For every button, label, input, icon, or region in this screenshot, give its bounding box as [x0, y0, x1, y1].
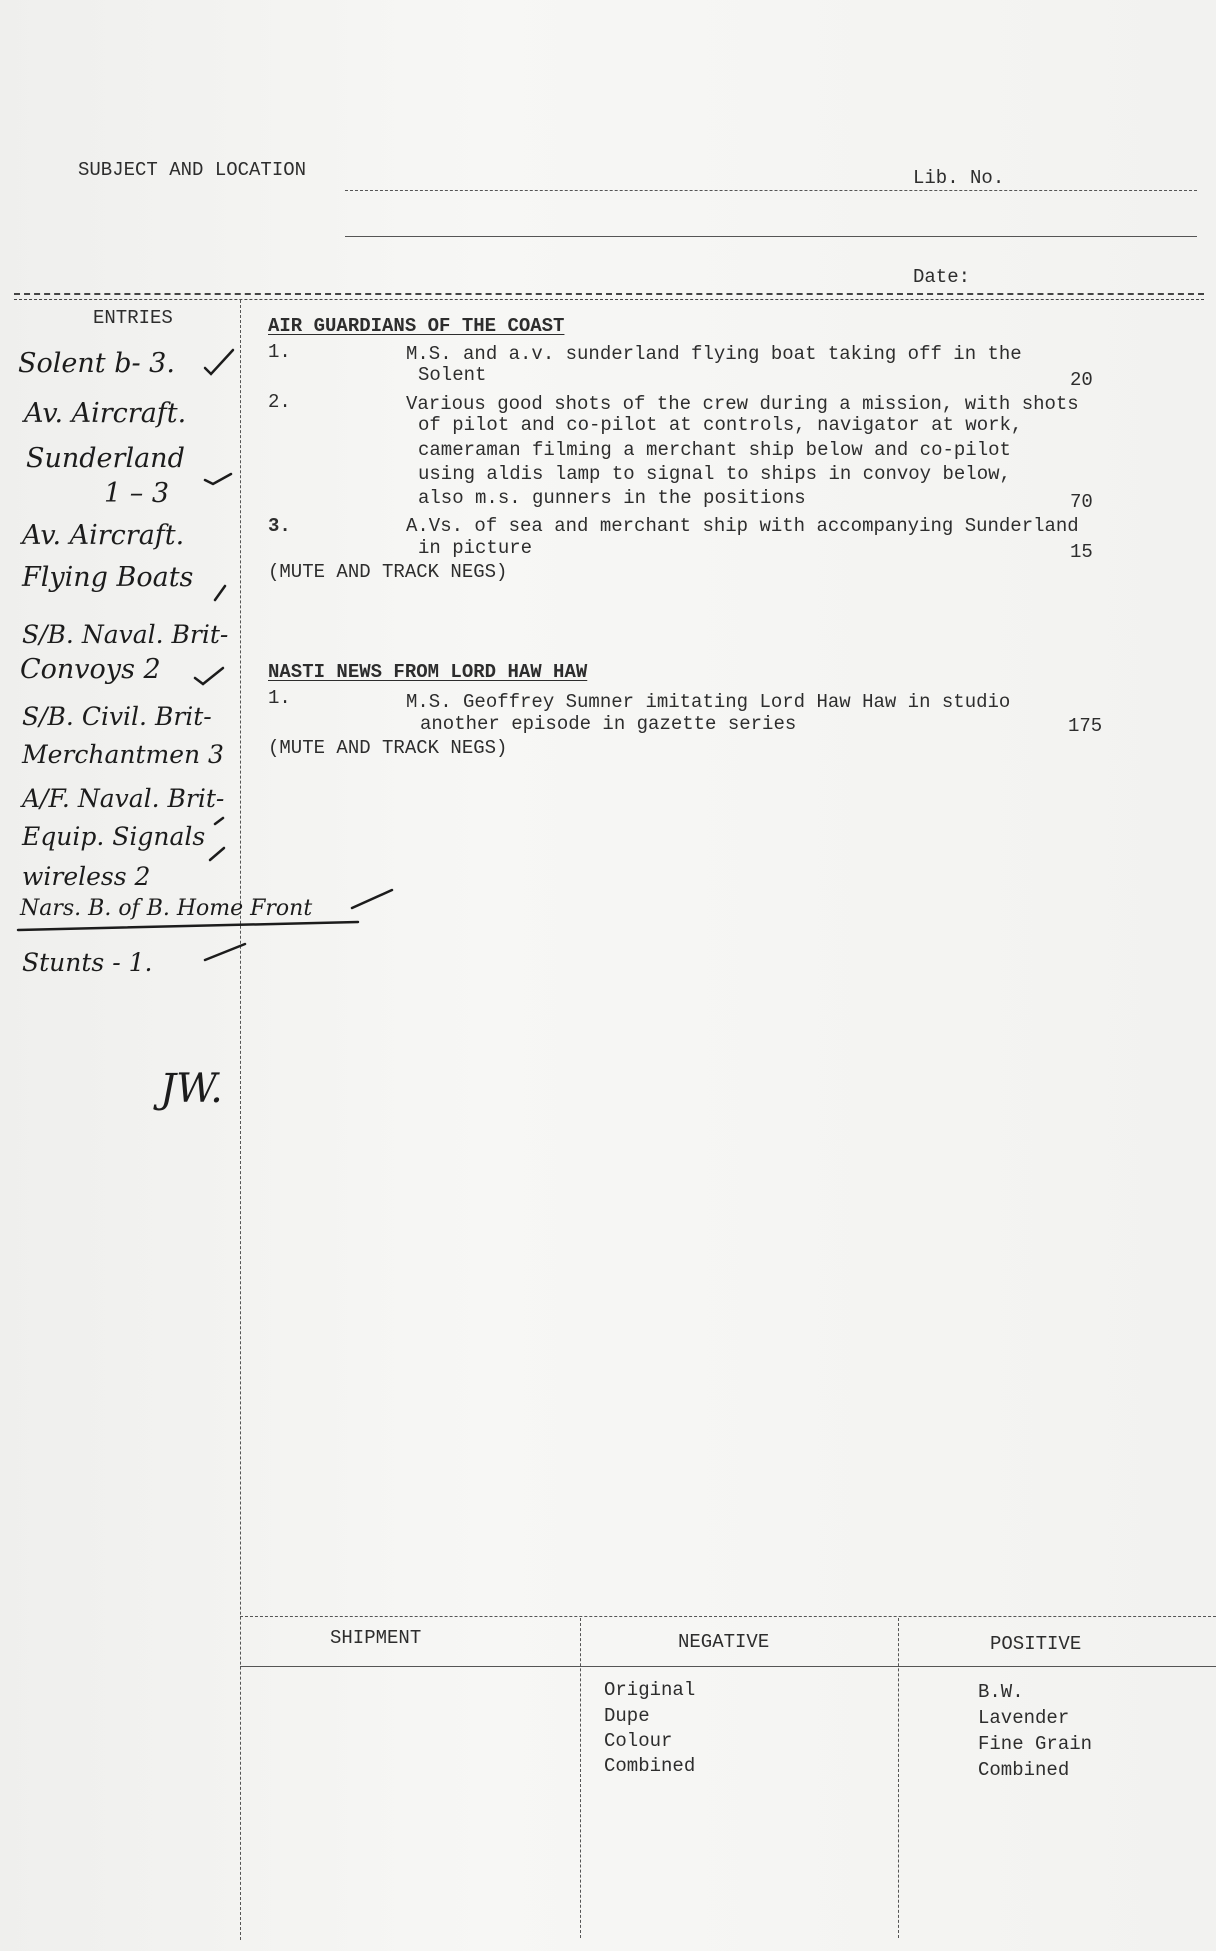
section-note: (MUTE AND TRACK NEGS)	[268, 737, 508, 759]
handwritten-entry: Merchantmen 3	[22, 740, 224, 769]
section-title: AIR GUARDIANS OF THE COAST	[268, 315, 565, 337]
tick-icon	[18, 922, 358, 930]
item-line: of pilot and co-pilot at controls, navigator at work,	[418, 414, 1023, 436]
footer-top-line	[240, 1616, 1216, 1617]
item-line: using aldis lamp to signal to ships in convoy below,	[418, 463, 1011, 485]
handwritten-entry: S/B. Naval. Brit-	[22, 620, 229, 649]
item-line: cameraman filming a merchant ship below and co-pilot	[418, 439, 1011, 461]
footer-divider-1	[580, 1618, 581, 1938]
handwritten-entry: Flying Boats	[22, 562, 194, 593]
tick-icon	[205, 944, 245, 960]
item-line: Solent	[418, 364, 487, 386]
handwritten-entry: Nars. B. of B. Home Front	[20, 896, 313, 921]
positive-label: POSITIVE	[990, 1633, 1082, 1655]
item-line: A.Vs. of sea and merchant ship with accompanying Sunderland	[406, 515, 1079, 537]
item-footage: 175	[1068, 715, 1103, 737]
item-footage: 70	[1070, 491, 1093, 513]
handwritten-entry: wireless 2	[22, 862, 151, 891]
item-number: 3.	[268, 515, 291, 537]
tick-icon	[215, 818, 223, 824]
handwritten-entry: A/F. Naval. Brit-	[22, 784, 225, 813]
tick-marks	[0, 0, 400, 1000]
handwritten-entry: 1 – 3	[104, 478, 170, 509]
positive-option: B.W.	[978, 1681, 1024, 1703]
item-line: in picture	[418, 537, 533, 559]
entries-label: ENTRIES	[93, 307, 173, 329]
subject-line-1	[345, 190, 1197, 191]
positive-option: Fine Grain	[978, 1733, 1093, 1755]
tick-icon	[210, 848, 224, 860]
handwritten-entry: Equip. Signals	[22, 822, 206, 851]
positive-option: Combined	[978, 1759, 1070, 1781]
negative-label: NEGATIVE	[678, 1631, 770, 1653]
handwritten-entry: Av. Aircraft.	[22, 520, 185, 551]
section-title: NASTI NEWS FROM LORD HAW HAW	[268, 661, 588, 683]
item-line: another episode in gazette series	[420, 713, 797, 735]
handwritten-entry: S/B. Civil. Brit-	[22, 702, 212, 731]
negative-option: Colour	[604, 1730, 673, 1752]
negative-option: Combined	[604, 1755, 696, 1777]
handwritten-entry: Sunderland	[26, 443, 185, 474]
item-footage: 15	[1070, 541, 1093, 563]
negative-option: Dupe	[604, 1705, 650, 1727]
item-footage: 20	[1070, 369, 1093, 391]
section-note: (MUTE AND TRACK NEGS)	[268, 561, 508, 583]
item-line: also m.s. gunners in the positions	[418, 487, 806, 509]
item-line: M.S. Geoffrey Sumner imitating Lord Haw Haw in studio	[406, 691, 1011, 713]
footer-header-line	[240, 1666, 1216, 1667]
handwritten-entry: Convoys 2	[20, 654, 161, 685]
date-label: Date:	[913, 266, 971, 288]
handwritten-entry: Av. Aircraft.	[24, 398, 187, 429]
tick-icon	[352, 890, 392, 908]
footer-divider-2	[898, 1618, 899, 1938]
handwritten-entry: Solent b- 3.	[18, 348, 175, 379]
item-number: 1.	[268, 687, 291, 709]
subject-location-label: SUBJECT AND LOCATION	[78, 159, 307, 181]
positive-option: Lavender	[978, 1707, 1070, 1729]
negative-option: Original	[604, 1679, 696, 1701]
tick-icon	[205, 350, 233, 374]
handwritten-entry: Stunts - 1.	[22, 948, 153, 977]
shipment-label: SHIPMENT	[330, 1627, 422, 1649]
item-line: M.S. and a.v. sunderland flying boat taking off in the	[406, 343, 1022, 365]
tick-icon	[215, 586, 225, 600]
lib-no-label: Lib. No.	[913, 167, 1005, 189]
item-number: 1.	[268, 341, 291, 363]
item-number: 2.	[268, 391, 291, 413]
item-line: Various good shots of the crew during a mission, with shots	[406, 393, 1079, 415]
tick-icon	[195, 668, 223, 684]
handwritten-initials: JW.	[160, 1066, 223, 1112]
tick-icon	[205, 474, 231, 484]
subject-line-2	[345, 236, 1197, 237]
